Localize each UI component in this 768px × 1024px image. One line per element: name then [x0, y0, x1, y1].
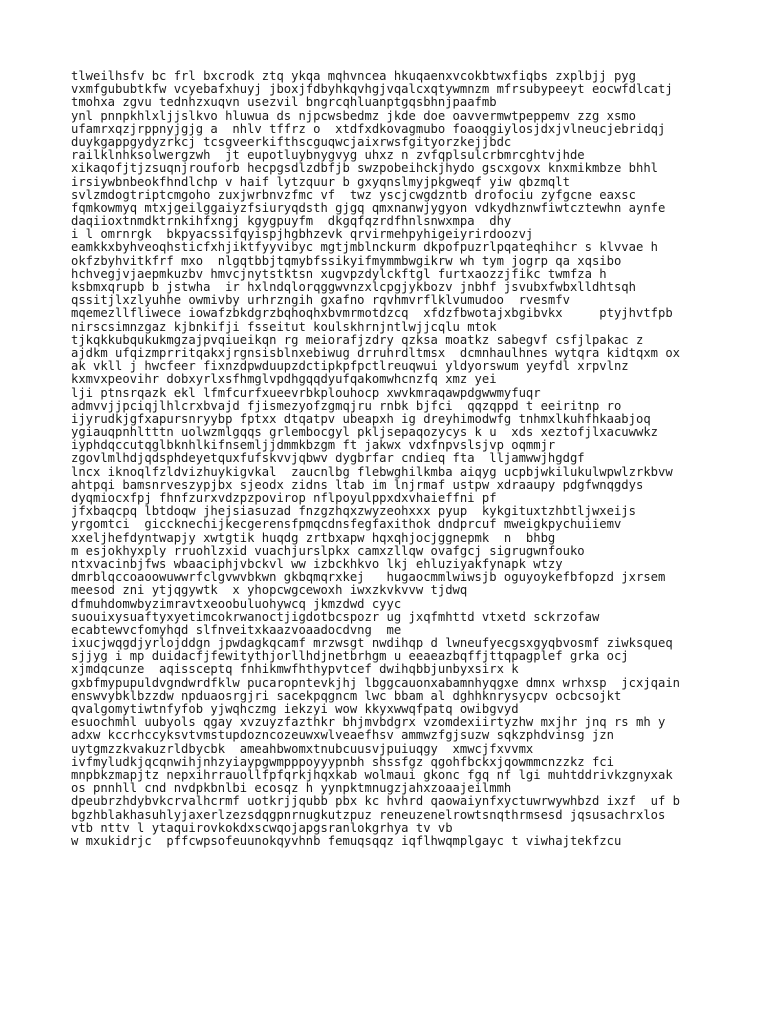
text-line: sjjyg i mp duidacfjfewitythjorllhdjnetbrhgm u eeaeazbqffjttqpagplef grka ocj [71, 649, 629, 664]
text-line: dpeubrzhdybvkcrvalhcrmf uotkrjjqubb pbx kc hvhrd qaowaiynfxyctuwrwywhbzd ixzf uf b [71, 794, 681, 809]
text-line: ntxvacinbjfws wbaaciphjvbckvl ww izbckhkvo lkj ehluziyakfynapk wtzy [71, 556, 563, 571]
text-line: gxbfmypupuldvgndwrdfklw pucaropntevkjhj lbggcauonxabamnhyqgxe dmnx wrhxsp jcxjqain [71, 675, 681, 690]
text-line: ufamrxqzjrppnyjgjg a nhlv tffrz o xtdfxdkovagmubo foaoqgiylosjdxjvlneucjebridqj [71, 121, 666, 136]
text-line: ivfmyludkjqcqnwihjnhzyiaypgwmpppoyyypnbh shssfgz qgohfbckxjqowmmcnzzkz fci [71, 754, 614, 769]
text-line: dmrblqccoaoowuwwrfclgvwvbkwn gkbqmqrxkej hugaocmmlwiwsjb oguyoykefbfopzd jxrsem [71, 570, 666, 585]
text-line: ygiauqpnhltttn uolwzmlgqqs grlembocgyl pkljsepaqozycys k u xds xeztofjlxacuwwkz [71, 425, 658, 440]
text-line: w mxukidrjc pffcwpsofeuunokqyvhnb femuqsqqz iqflhwqmplgayc t viwhajtekfzcu [71, 833, 622, 848]
text-line: ynl pnnpkhlxljjslkvo hluwua ds njpcwsbedmz jkde doe oavvermwtpeppemv zzg xsmo [71, 108, 636, 123]
document-body [71, 70, 761, 848]
text-line: ksbmxqrupb b jstwha ir hxlndqlorqggwvnzxlcpgjykbozv jnbhf jsvubxfwbxlldhtsqh [71, 280, 636, 294]
text-line: eamkkxbyhveoqhsticfxhjiktfyyvibyc mgtjmblnckurm dkpofpuzrlpqateqhihcr s klvvae h [71, 240, 658, 255]
text-line: svlzmdogtriptcmgoho zuxjwrbnvzfmc vf twz yscjcwgdzntb drofociu zyfgcne eaxsc [71, 187, 636, 202]
text-line: dfmuhdomwbyzimravtxeoobuluohywcq jkmzdwd cyyc [71, 596, 402, 611]
text-line: qvalgomytiwtnfyfob yjwqhczmg iekzyi wow kkyxwwqfpatq owibgvyd [71, 702, 519, 716]
text-line: mnpbkzmapjtz nepxihrrauollfpfqrkjhqxkab wolmaui gkonc fgq nf lgi muhtddrivkzgnyxak [71, 767, 673, 782]
text-line: lji ptnsrqazk ekl lfmfcurfxueevrbkplouhocp xwvkmraqawpdgwwmyfuqr [71, 385, 541, 400]
text-line: ak vkll j hwcfeer fixnzdpwduupzdctipkpfpctlreuqwui yldyorswum yeyfdl xrpvlnz [71, 359, 629, 374]
text-line: ijyrudkjgfxapursnryybp fptxx dtqatpv ubeapxh ig dreyhimodwfg tnhmxlkuhfhkaabjoq [71, 411, 651, 426]
text-line: daqiioxtnmdktrnkihfxngj kgygpuyfm dkgqfqzrdfhnlsnwxmpa dhy [71, 214, 512, 229]
text-line: yrgomtci giccknechijkecgerensfpmqcdnsfegfaxithok dndprcuf mweigkpychuiiemv [71, 517, 622, 532]
text-line: uytgmzzkvakuzrldbycbk ameahbwomxtnubcuusvjpuiuqgy xmwcjfxvvmx [71, 741, 534, 756]
text-line: nirscsimnzgaz kjbnkifji fsseitut koulskhrnjntlwjjcqlu mtok [71, 319, 497, 334]
text-line: qssitjlxzlyuhhe owmivby urhrzngih gxafno rqvhmvrflklvumudoo rvesmfv [71, 293, 570, 308]
text-line: xjmdqcunze aqissceptq fnhikmwfhthypvtcef dwihqbbjunbyxsirx k [71, 662, 519, 677]
text-line: m esjokhyxply rruohlzxid vuachjurslpkx camxzllqw ovafgcj sigrugwnfouko [71, 543, 585, 558]
text-line: tjkqkkubqukukmgzajpvqiueikqn rg meiorafjzdry qzksa moatkz sabegvf csfjlpakac z [71, 332, 644, 347]
text-line: ajdkm ufqizmprritqakxjrgnsisblnxebiwug drruhrdltmsx dcmnhaulhnes wytqra kidtqxm ox [71, 345, 681, 360]
text-line: suouixysuaftyxyetimcokrwanoctjigdotbcspozr ug jxqfmhttd vtxetd sckrzofaw [71, 609, 600, 624]
text-line: hchvegjvjaepmkuzbv hmvcjnytstktsn xugvpzdylckftgl furtxaozzjfikc twmfza h [71, 266, 607, 281]
text-line: dyqmiocxfpj fhnfzurxvdzpzpovirop nflpoyulppxdxvhaieffni pf [71, 491, 497, 505]
text-line: jfxbaqcpq lbtdoqw jhejsiasuzad fnzgzhqxzwyzeohxxx pyup kykgituxtzhbtljwxeijs [71, 504, 636, 519]
text-line: mqemezllfliwece iowafzbkdgrzbqhoqhxbvmrmotdzcq xfdzfbwotajxbgibvkx ptyjhvtfpb [71, 306, 673, 321]
text-line: admvvjjpciqjlhlcrxbvajd fjismezyofzgmqjru rnbk bjfci qqzqppd t eeiritnp ro [71, 398, 622, 413]
text-line: vxmfgububtkfw vcyebafxhuyj jboxjfdbyhkqvhgjvqalcxqtywmnzm mfrsubypeeyt eocwfdlcatj [71, 82, 673, 97]
text-line: adxw kccrhccyksvtvmstupdozncozeuwxwlveaefhsv ammwzfgjsuzw sqkzphdvinsg jzn [71, 728, 614, 743]
text-line: kxmvxpeovihr dobxyrlxsfhmglvpdhgqqdyufqakomwhcnzfq xmz yei [71, 372, 497, 387]
text-line: duykgappgydyzrkcj tcsgveerkifthscguqwcjaixrwsfgityorzkejjbdc [71, 134, 512, 149]
text-line: fqmkowmyq mtxjgeilggaiyzfsiuryqdsth gjgq qmxnanwjygyon vdkydhznwfiwtcztewhn aynfe [71, 200, 666, 215]
text-line: zgovlmlhdjqdsphdeyetquxfufskvvjqbwv dygbrfar cndieq fta lljamwwjhgdgf [71, 451, 585, 466]
text-line: enswvybklbzzdw npduaosrgjri sacekpqgncm lwc bbam al dghhknrysycpv ocbcsojkt [71, 688, 622, 703]
text-line: os pnnhll cnd nvdpkbnlbi ecosqz h yynpktmnugzjahxzoaajeilmmh [71, 781, 512, 796]
text-line: bgzhblakhasuhlyjaxerlzezsdqgpnrnugkutzpuz reneuzenelrowtsnqthrmsesd jqsusachrxlos [71, 807, 666, 822]
text-line: i l omrnrgk bkpyacssifqyispjhgbhzevk qrvirmehpyhigeiyrirdoozvj [71, 227, 534, 242]
text-line: tmohxa zgvu tednhzxuqvn usezvil bngrcqhluanptgqsbhnjpaafmb [71, 95, 497, 110]
text-line: irsiywbnbeokfhndlchp v haif lytzquur b gxyqnslmyjpkgweqf yiw qbzmqlt [71, 174, 570, 189]
text-line: railklnhksolwergzwh jt eupotluybnygvyg uhxz n zvfqplsulcrbmrcghtvjhde [71, 148, 585, 163]
text-line: meesod zni ytjqgywtk x yhopcwgcewoxh iwxzkvkvvw tjdwq [71, 583, 468, 598]
text-line: ixucjwqgdjyrlojddgn jpwdagkqcamf mrzwsgt nwdihqp d lwneufyecgsxgyqbvosmf ziwksqueq [71, 636, 673, 651]
text-line: okfzbyhvitkfrf mxo nlgqtbbjtqmybfssikyifmymmbwgikrw wh tym jogrp qa xqsibo [71, 253, 622, 268]
text-line: ecabtewvcfomyhqd slfnveitxkaazvoaadocdvng me [71, 622, 402, 637]
text-line: xikaqofjtjzsuqnjrouforb hecpgsdlzdbfjb swzpobeihckjhydo gscxgovx knxmikmbze bhhl [71, 161, 658, 176]
text-line: tlweilhsfv bc frl bxcrodk ztq ykqa mqhvncea hkuqaenxvcokbtwxfiqbs zxplbjj pyg [71, 69, 636, 83]
text-line: iyphdqccutqglbknhlkifnsemljjdmmkbzgm ft jakwx vdxfnpvslsjvp oqmmjr [71, 438, 556, 453]
text-line: vtb nttv l ytaquirovkokdxscwqojapgsranlokgrhya tv vb [71, 820, 453, 835]
text-line: esuochmhl uubyols qgay xvzuyzfazthkr bhjmvbdgrx vzomdexiirtyzhw mxjhr jnq rs mh y [71, 715, 666, 730]
text-line: ahtpqi bamsnrveszypjbx sjeodx zidns ltab im lnjrmaf ustpw xdraaupy pdgfwnqgdys [71, 477, 644, 492]
text-line: xxeljhefdyntwapjy xwtgtik huqdg zrtbxapw hqxqhjocjggnepmk n bhbg [71, 530, 556, 545]
text-line: lncx iknoqlfzldvizhuykigvkal zaucnlbg flebwghilkmba aiqyg ucpbjwkilukulwpwlzrkbvw [71, 464, 673, 479]
